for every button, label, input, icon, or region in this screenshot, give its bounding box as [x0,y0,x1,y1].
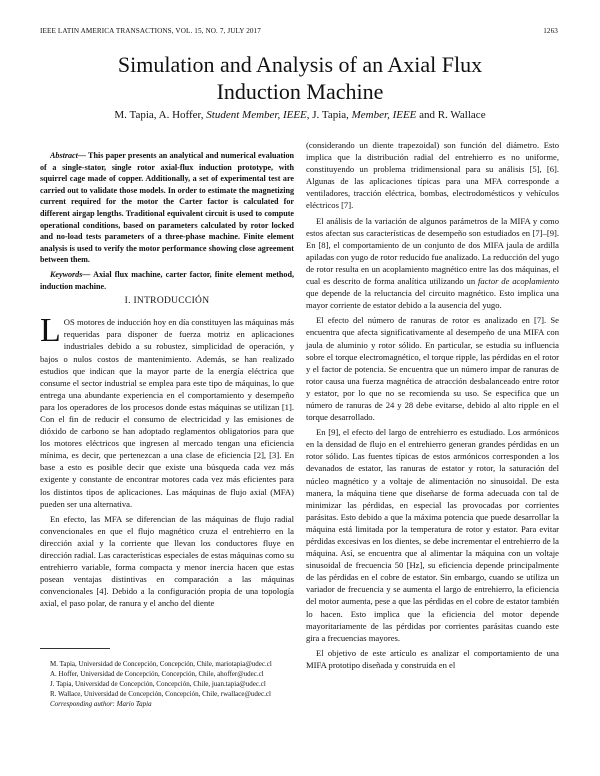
footnote-author-2: A. Hoffer, Universidad de Concepción, Concepción, Chile, ahoffer@udec.cl [50,670,264,678]
coupling-factor-term: factor de acoplamiento [477,276,559,287]
body-paragraph-objective: El objetivo de este artículo es analizar el comportamiento de una MIFA prototipo diseñada y construida en el [306,647,559,670]
intro-paragraph-1 [40,312,294,510]
body-paragraph-rotor-slots: El efecto del número de ranuras de rotor es analizado en [7]. Se encuentra que afecta significativamente al desempeño de una MIFA con jaula de aluminio y rotor sólido. En particular, se estudia su influencia sobre el torque electromagnético, el torque ripple, las pérdidas en el rotor y el factor de potencia. Se encuentra que un número impar de ranuras de rotor causa una fuerza magnética de atracción desbalanceado entre rotor y estator, por lo que no se recomienda su uso. Se especifica que un número de ranuras de 24 y 28 debe evitarse, debido al alto ripple en el torque desarrollado. [306,315,559,423]
body-paragraph-continued: (considerando un diente trapezoidal) son función del diámetro. Esto implica que la distribución radial del entrehierro es no uniforme, constituyendo un problema tridimensional para su análisis [5], [6]. Algunas de las aplicaciones típicas para una MFA corresponde a ventiladores, tracción eléctrica, bombas, electrodomésticos y vehículos eléctricos [7]. [306,140,559,211]
running-header [40,27,558,39]
drop-cap: L [40,312,61,350]
footnote-author-4: R. Wallace, Universidad de Concepción, Concepción, Chile, rwallace@udec.cl [50,690,271,698]
intro-paragraph-1-text: OS motores de inducción hoy en día constituyen las máquinas más requeridas para disponer de fuerza motriz en aplicaciones industriales debido a su robustez, simplicidad de operación, y bajos o nulos costos de mantenimiento. Además, se han realizado estudios que indican que la mayor parte de la energía eléctrica que consume el sector industrial se emplea para este tipo de máquinas, lo que entrega una abundante experiencia en el comportamiento y desempeño para los operadores de los procesos donde estas máquinas se utilizan [1]. Con el fin de reducir el consumo de electricidad y las emisiones de dióxido de carbono se han adoptado reglamentos obligatorios para que los motores eléctricos que ingresen al mercado tengan una eficiencia mínima, es decir, que pertenezcan a una clase de eficiencia [2], [3]. En base a esto es posible decir que existe una búsqueda cada vez más exigente y constante de encontrar motores cada vez más eficientes para los distintos tipos de aplicaciones. Las máquinas de flujo axial (MFA) pueden ser una alternativa. [40,317,294,509]
page-number: 1263 [543,27,558,35]
author-names-3: and R. Wallace [416,109,486,121]
mifa-parameters-text-b: que depende de la reluctancia del circuito magnético. Esto implica una mayor corriente de estator debido a la ausencia del yugo. [306,288,559,311]
title-line-1: Simulation and Analysis of an Axial Flux [117,52,483,77]
abstract-text: This paper presents an analytical and numerical evaluation of a single-stator, single rotor axial-flux induction prototype, with squirrel cage made of copper. Additionally, a set of experimental test are carried out to validate those models. In order to estimate the magnetizing current required for the motor the Carter factor is calculated for different airgap lengths. Traditional equivalent circuit is used to compute operational conditions, based on parameters calculated by rotor locked and no-load tests parameters of a three-phase machine. Finite element analysis is used to verify the motor performance showing close agreement between them. [40,151,294,265]
body-paragraph-mifa-parameters [306,215,559,312]
footnote-author-3: J. Tapia, Universidad de Concepción, Concepción, Chile, juan.tapia@udec.cl [50,680,266,688]
keywords [40,269,294,292]
footnotes [40,659,294,709]
paper-title [40,51,560,105]
author-role-1: Student Member, IEEE [206,109,307,121]
intro-paragraph-2: En efecto, las MFA se diferencian de las máquinas de flujo radial convencionales en que el flujo magnético cruza el entrehierro en la dirección axial y la corriente que llevan los conductores fluye en dirección radial. Las características especiales de estas máquinas como su entrehierro variable, forma compacta y menor inercia hacen que estas posean ventajas distintivas en comparación a las máquinas convencionales [4]. Debido a la configuración propia de una topología axial, el paso polar, de ranura y el ancho del diente [40,513,294,609]
body-paragraph-airgap: En [9], el efecto del largo de entrehierro es estudiado. Los armónicos en la densidad de flujo en el entrehierro generan grandes pérdidas en un rotor sólido. Las fuentes típicas de estos armónicos corresponden a los devanados de estator, las ranuras de estator y rotor, la saturación del núcleo magnético y a voltaje de alimentación no sinusoidal. De esta manera, la máquina tiene que diseñarse de forma adecuada con tal de minimizar las pérdidas, en especial las provocadas por corrientes parásitas. Esto debido a que la máxima potencia que puede desarrollar la máquina está limitada por la temperatura de rotor y estator. Para evitar pérdidas excesivas en los dientes, se debe incrementar el entrehierro de la máquina. Así, se encuentra que al alimentar la máquina con un voltaje sinusoidal de frecuencia 50 [Hz], su eficiencia depende principalmente de las pérdidas en el cobre de estator. Sin embargo, cuando se utiliza un variador de frecuencia y se aumenta el largo de entrehierro, la eficiencia del motor aumenta, pese a que las pérdidas en el cobre de estator también lo hacen. Esto implica que la eficiencia del motor depende mayoritariamente de las pérdidas por corrientes parásitas cuando este gira a frecuencias mayores. [306,427,559,643]
abstract [40,150,294,266]
mifa-parameters-text-a: El análisis de la variación de algunos parámetros de la MIFA y como estos afectan sus características de desempeño son estudiados en [7]–[9]. En [8], el comportamiento de un conjunto de dos MIFA jaula de ardilla apiladas con yugo de rotor reducido fue analizado. La reducción del yugo de rotor resulta en un acoplamiento magnético entre las dos máquinas, el cual es descrito de forma analítica utilizando un [306,215,559,287]
keywords-label: Keywords— [50,269,91,279]
author-names-2: , J. Tapia, [306,109,352,121]
author-names-1: M. Tapia, A. Hoffer, [114,109,207,121]
footnote-author-1: M. Tapia, Universidad de Concepción, Concepción, Chile, mariotapia@udec.cl [50,660,272,668]
keywords-text: Axial flux machine, carter factor, finite element method, induction machine. [40,269,294,291]
journal-name: IEEE LATIN AMERICA TRANSACTIONS, VOL. 15, NO. 7, JULY 2017 [40,27,261,35]
author-list [40,108,560,122]
title-line-2: Induction Machine [216,79,384,104]
corresponding-author: Corresponding author: Mario Tapia [50,700,152,708]
footnote-rule [40,648,110,649]
author-role-2: Member, IEEE [351,109,417,121]
left-column [40,150,294,612]
right-column [306,139,559,674]
abstract-label: Abstract— [50,151,86,160]
section-heading: I. INTRODUCCIÓN [124,296,210,307]
